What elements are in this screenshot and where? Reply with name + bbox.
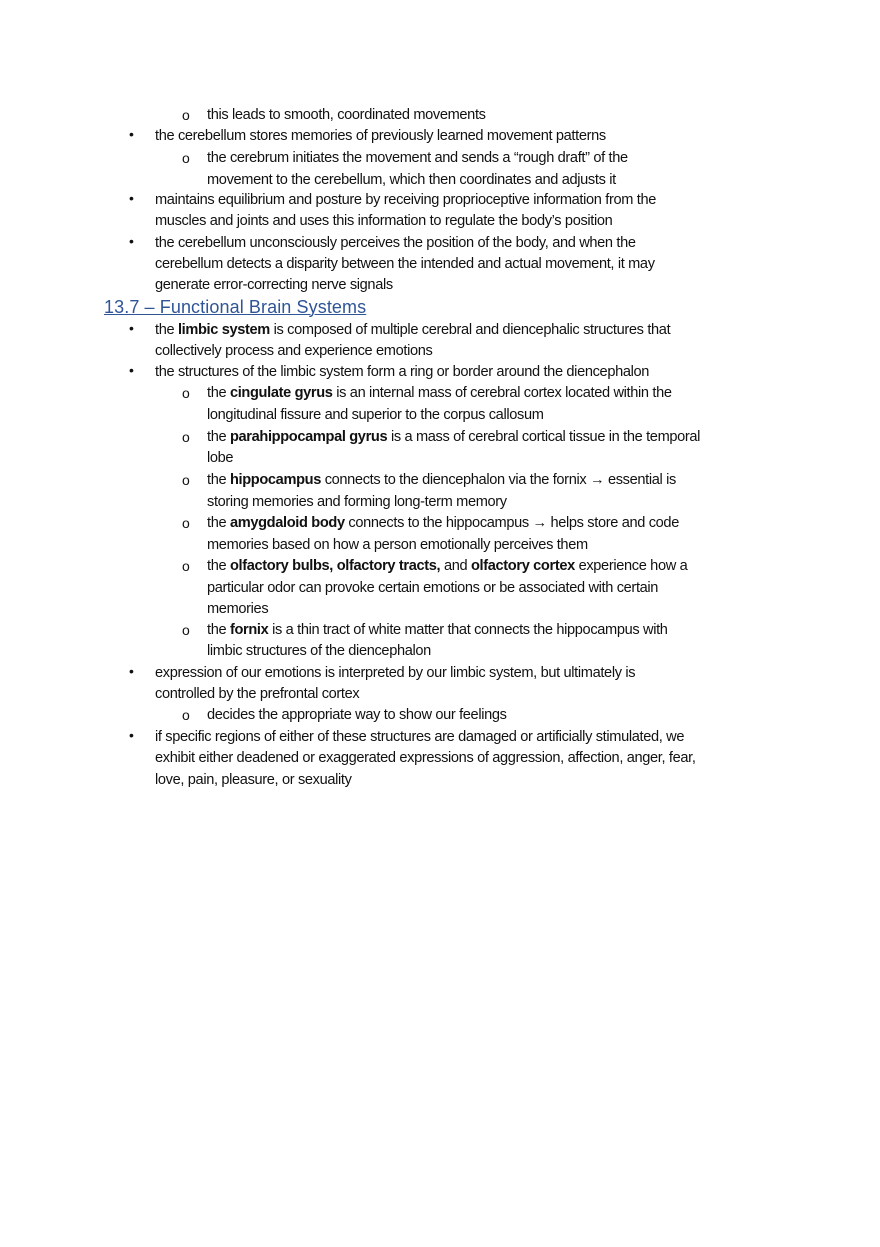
list-item — [207, 470, 676, 490]
text-run: the cerebellum stores memories of previously learned movement patterns — [155, 128, 606, 144]
list-item — [155, 126, 606, 146]
list-item-continuation — [155, 770, 352, 790]
list-item — [155, 320, 670, 340]
text-run: longitudinal fissure and superior to the corpus callosum — [207, 407, 544, 423]
list-item-continuation — [155, 748, 696, 768]
text-run: is a mass of cerebral cortical tissue in the temporal — [387, 429, 701, 445]
list-item — [207, 513, 679, 533]
bullet-icon: • — [129, 190, 134, 206]
text-run: connects to the diencephalon via the fornix → essential is — [320, 472, 676, 488]
list-item-continuation — [155, 211, 612, 231]
text-run: memories — [207, 601, 269, 617]
text-run: is a thin tract of white matter that connects the hippocampus with — [268, 622, 668, 638]
text-run: exhibit either deadened or exaggerated expressions of aggression, affection, anger, fear, — [155, 750, 696, 766]
sub-bullet-icon: o — [182, 472, 190, 488]
text-run: particular odor can provoke certain emotions or be associated with certain — [207, 580, 659, 596]
bold-term: cingulate gyrus — [229, 385, 333, 401]
bold-term: hippocampus — [229, 472, 321, 488]
text-run: love, pain, pleasure, or sexuality — [155, 772, 352, 788]
text-run: the structures of the limbic system form a ring or border around the diencephalon — [155, 364, 650, 380]
bold-term: limbic system — [177, 322, 270, 338]
list-item-continuation — [207, 405, 544, 425]
text-run: the — [207, 385, 230, 401]
list-item-continuation — [207, 578, 658, 598]
text-run: the — [155, 322, 178, 338]
text-run: is an internal mass of cerebral cortex located within the — [332, 385, 672, 401]
text-run: collectively process and experience emotions — [155, 343, 433, 359]
text-run: if specific regions of either of these structures are damaged or artificially stimulated, we — [155, 729, 685, 745]
bold-term: fornix — [229, 622, 269, 638]
list-item-continuation — [207, 448, 233, 468]
text-run: decides the appropriate way to show our feelings — [207, 707, 507, 723]
list-item — [155, 727, 684, 747]
bold-term: amygdaloid body — [229, 515, 345, 531]
text-run: memories based on how a person emotionally perceives them — [207, 537, 588, 553]
text-run: the — [207, 558, 230, 574]
list-item — [155, 663, 635, 683]
list-item — [207, 427, 700, 447]
text-run: muscles and joints and uses this information to regulate the body’s position — [155, 213, 613, 229]
text-run: movement to the cerebellum, which then coordinates and adjusts it — [207, 172, 616, 188]
list-item-continuation — [207, 535, 588, 555]
list-item — [155, 190, 656, 210]
sub-bullet-icon: o — [182, 622, 190, 638]
bullet-icon: • — [129, 320, 134, 336]
text-run: connects to the hippocampus → helps store and code — [344, 515, 679, 531]
bullet-icon: • — [129, 362, 134, 378]
bold-term: olfactory bulbs, olfactory tracts, — [229, 558, 441, 574]
list-item — [207, 105, 486, 125]
list-item-continuation — [207, 641, 431, 661]
bullet-icon: • — [129, 126, 134, 142]
text-run: storing memories and forming long-term memory — [207, 494, 507, 510]
list-item — [155, 233, 636, 253]
sub-bullet-icon: o — [182, 707, 190, 723]
section-heading — [104, 297, 366, 317]
text-run: limbic structures of the diencephalon — [207, 643, 431, 659]
text-run: the — [207, 429, 230, 445]
text-run: experience how a — [574, 558, 688, 574]
list-item-continuation — [207, 170, 616, 190]
bold-term: parahippocampal gyrus — [229, 429, 388, 445]
list-item-continuation — [207, 599, 268, 619]
text-run: the — [207, 515, 230, 531]
bullet-icon: • — [129, 727, 134, 743]
sub-bullet-icon: o — [182, 558, 190, 574]
list-item — [207, 148, 628, 168]
list-item — [207, 705, 507, 725]
sub-bullet-icon: o — [182, 385, 190, 401]
bullet-icon: • — [129, 663, 134, 679]
list-item-continuation — [155, 254, 655, 274]
text-run: the — [207, 622, 230, 638]
text-run: cerebellum detects a disparity between the intended and actual movement, it may — [155, 256, 655, 272]
text-run: the cerebrum initiates the movement and sends a “rough draft” of the — [207, 150, 628, 166]
text-run: is composed of multiple cerebral and diencephalic structures that — [269, 322, 671, 338]
list-item-continuation — [155, 341, 432, 361]
bold-term: olfactory cortex — [470, 558, 575, 574]
list-item — [207, 556, 687, 576]
text-run: controlled by the prefrontal cortex — [155, 686, 360, 702]
text-run: lobe — [207, 450, 234, 466]
text-run: 13.7 – Functional Brain Systems — [104, 297, 367, 317]
text-run: maintains equilibrium and posture by receiving proprioceptive information from the — [155, 192, 656, 208]
list-item-continuation — [207, 492, 507, 512]
sub-bullet-icon: o — [182, 515, 190, 531]
list-item — [207, 383, 672, 403]
text-run: the cerebellum unconsciously perceives the position of the body, and when the — [155, 235, 636, 251]
list-item-continuation — [155, 684, 359, 704]
sub-bullet-icon: o — [182, 150, 190, 166]
text-run: this leads to smooth, coordinated movements — [207, 107, 486, 123]
text-run: generate error-correcting nerve signals — [155, 277, 393, 293]
sub-bullet-icon: o — [182, 429, 190, 445]
bullet-icon: • — [129, 233, 134, 249]
text-run: and — [440, 558, 471, 574]
list-item-continuation — [155, 275, 393, 295]
text-run: expression of our emotions is interpreted by our limbic system, but ultimately is — [155, 665, 636, 681]
text-run: the — [207, 472, 230, 488]
list-item — [155, 362, 649, 382]
sub-bullet-icon: o — [182, 107, 190, 123]
list-item — [207, 620, 668, 640]
